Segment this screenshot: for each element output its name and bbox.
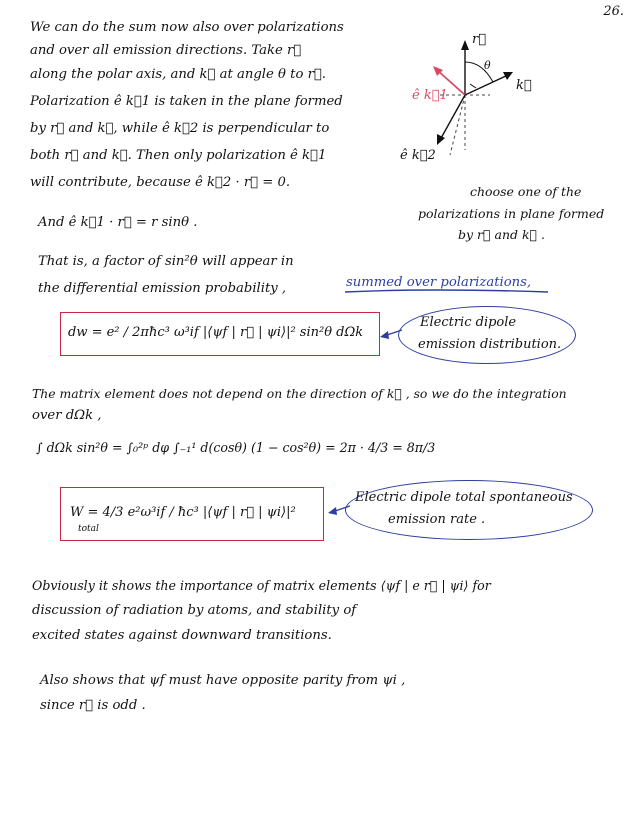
- oval-total-rate: [345, 480, 593, 540]
- and-line: And ê k⃗1 · r⃗ = r sinθ .: [38, 215, 198, 230]
- integral-equation: ∫ dΩk sin²θ = ∫₀²ᵖ dφ ∫₋₁¹ d(cosθ) (1 − cos²θ) = 2π · 4/3 = 8π/3: [36, 440, 436, 455]
- summed-over-polarizations: summed over polarizations,: [346, 275, 532, 290]
- diagram-e2-label: ê k⃗2: [400, 148, 436, 163]
- oval2-line-2: emission rate .: [388, 512, 486, 527]
- factor-line-2: the differential emission probability ,: [38, 281, 287, 296]
- conclusion-line-2: discussion of radiation by atoms, and stability of: [32, 603, 357, 618]
- matrix-line-2: over dΩk ,: [32, 408, 102, 423]
- oval2-line-1: Electric dipole total spontaneous: [355, 490, 573, 505]
- matrix-line-1: The matrix element does not depend on the direction of k⃗ , so we do the integration: [32, 386, 567, 401]
- total-subscript: total: [78, 524, 99, 534]
- diagram-e1-label: ê k⃗1: [412, 88, 448, 103]
- factor-line-1: That is, a factor of sin²θ will appear in: [38, 254, 294, 269]
- para1-line-4: Polarization ê k⃗1 is taken in the plane formed: [30, 94, 343, 109]
- para1-line-3: along the polar axis, and k⃗ at angle θ to r⃗.: [30, 67, 326, 82]
- parity-line-2: since r⃗ is odd .: [40, 698, 146, 713]
- conclusion-line-3: excited states against downward transitions.: [32, 628, 332, 643]
- conclusion-line-1: Obviously it shows the importance of matrix elements ⟨ψf | e r⃗ | ψi⟩ for: [32, 578, 491, 593]
- oval1-pointer-head: [380, 331, 389, 339]
- para1-line-1: We can do the sum now also over polarizations: [30, 20, 344, 35]
- diagram-k-label: k⃗: [516, 78, 532, 93]
- total-rate-equation: W = 4/3 e²ω³if / ħc³ |⟨ψf | r⃗ | ψi⟩|²: [70, 505, 296, 520]
- dw-equation: dw = e² / 2πħc³ ω³if |⟨ψf | r⃗ | ψi⟩|² sin²θ dΩk: [68, 325, 364, 340]
- diagram-theta-label: θ: [484, 59, 491, 72]
- para1-line-7: will contribute, because ê k⃗2 · r⃗ = 0.: [30, 175, 291, 190]
- diagram-caption-2: polarizations in plane formed: [418, 206, 605, 221]
- page-number: 26.: [603, 4, 624, 19]
- para1-line-6: both r⃗ and k⃗. Then only polarization ê k⃗1: [30, 148, 327, 163]
- para1-line-5: by r⃗ and k⃗, while ê k⃗2 is perpendicular to: [30, 121, 330, 136]
- r-arrowhead: [461, 40, 469, 50]
- diagram-r-label: r⃗: [472, 32, 487, 47]
- oval1-line-2: emission distribution.: [418, 337, 562, 352]
- oval1-line-1: Electric dipole: [420, 315, 517, 330]
- diagram-caption-3: by r⃗ and k⃗ .: [458, 227, 545, 242]
- k2-dashed-line: [450, 95, 465, 155]
- e2-arrowhead: [437, 134, 445, 145]
- right-angle-mark: [470, 84, 476, 88]
- oval2-pointer-head: [328, 507, 337, 515]
- diagram-caption-1: choose one of the: [470, 184, 582, 199]
- parity-line-1: Also shows that ψf must have opposite parity from ψi ,: [40, 673, 406, 688]
- para1-line-2: and over all emission directions. Take r⃗: [30, 43, 302, 58]
